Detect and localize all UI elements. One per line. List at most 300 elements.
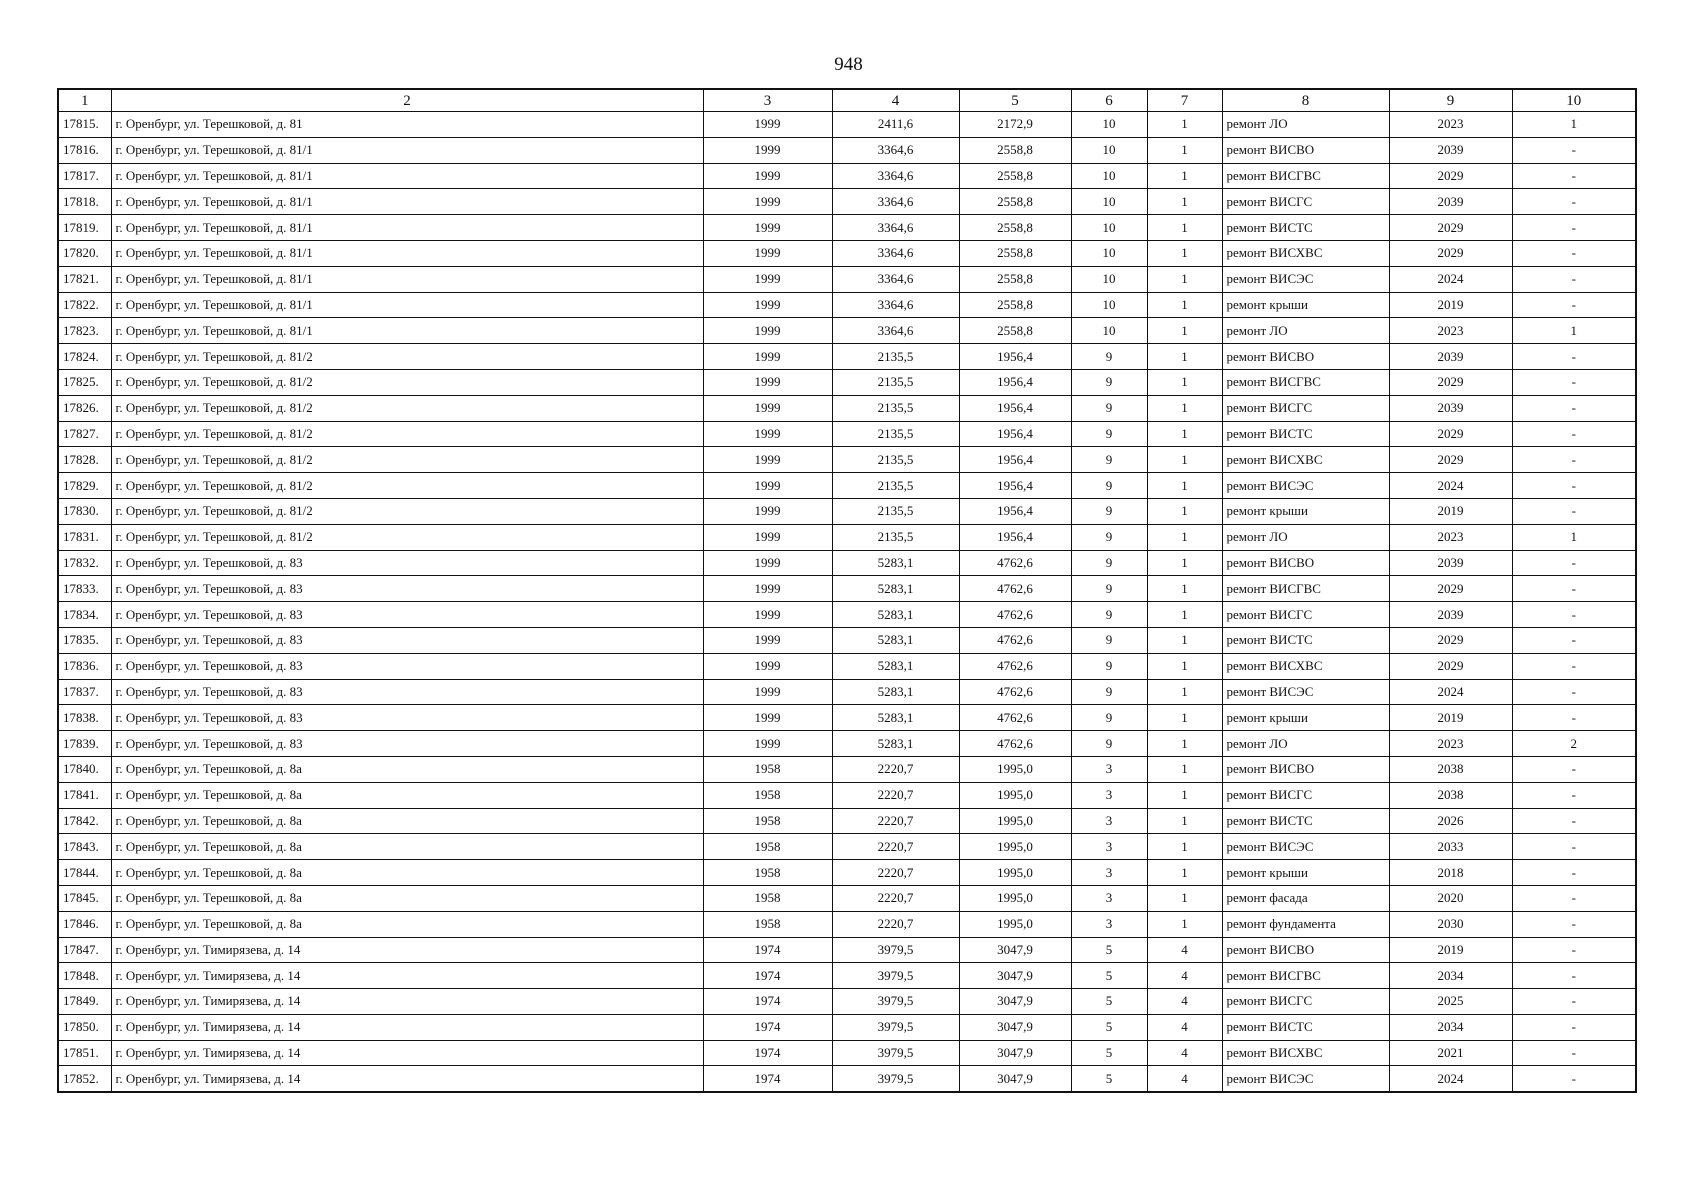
cell-living-area: 1995,0 bbox=[959, 834, 1071, 860]
cell-floors: 9 bbox=[1071, 653, 1147, 679]
cell-quantity: - bbox=[1512, 653, 1636, 679]
cell-floors: 9 bbox=[1071, 395, 1147, 421]
cell-row-number: 17852. bbox=[58, 1066, 111, 1092]
cell-floors: 10 bbox=[1071, 266, 1147, 292]
cell-floors: 9 bbox=[1071, 550, 1147, 576]
cell-floors: 9 bbox=[1071, 421, 1147, 447]
cell-quantity: - bbox=[1512, 679, 1636, 705]
cell-row-number: 17841. bbox=[58, 782, 111, 808]
header-row bbox=[58, 89, 1636, 112]
cell-work-type: ремонт ВИСГВС bbox=[1222, 369, 1389, 395]
cell-row-number: 17847. bbox=[58, 937, 111, 963]
cell-living-area: 1956,4 bbox=[959, 369, 1071, 395]
cell-planned-year: 2024 bbox=[1389, 473, 1512, 499]
cell-quantity: - bbox=[1512, 602, 1636, 628]
cell-work-type: ремонт ВИСВО bbox=[1222, 344, 1389, 370]
cell-planned-year: 2038 bbox=[1389, 782, 1512, 808]
cell-planned-year: 2020 bbox=[1389, 885, 1512, 911]
cell-living-area: 3047,9 bbox=[959, 937, 1071, 963]
cell-quantity: - bbox=[1512, 137, 1636, 163]
cell-row-number: 17837. bbox=[58, 679, 111, 705]
cell-row-number: 17821. bbox=[58, 266, 111, 292]
cell-row-number: 17838. bbox=[58, 705, 111, 731]
cell-total-area: 2220,7 bbox=[832, 885, 959, 911]
cell-total-area: 3979,5 bbox=[832, 1040, 959, 1066]
cell-total-area: 3364,6 bbox=[832, 266, 959, 292]
cell-total-area: 5283,1 bbox=[832, 602, 959, 628]
cell-living-area: 4762,6 bbox=[959, 705, 1071, 731]
cell-work-type: ремонт ВИСХВС bbox=[1222, 447, 1389, 473]
cell-total-area: 3979,5 bbox=[832, 989, 959, 1015]
cell-address: г. Оренбург, ул. Терешковой, д. 8а bbox=[111, 885, 703, 911]
cell-total-area: 3364,6 bbox=[832, 240, 959, 266]
cell-row-number: 17845. bbox=[58, 885, 111, 911]
table-row bbox=[58, 137, 1636, 163]
cell-work-type: ремонт ВИСГС bbox=[1222, 782, 1389, 808]
cell-floors: 5 bbox=[1071, 937, 1147, 963]
cell-row-number: 17846. bbox=[58, 911, 111, 937]
cell-total-area: 2135,5 bbox=[832, 369, 959, 395]
cell-entrances: 1 bbox=[1147, 421, 1222, 447]
cell-year-built: 1974 bbox=[703, 1014, 832, 1040]
cell-floors: 9 bbox=[1071, 447, 1147, 473]
table-row bbox=[58, 550, 1636, 576]
cell-quantity: - bbox=[1512, 911, 1636, 937]
cell-row-number: 17832. bbox=[58, 550, 111, 576]
cell-planned-year: 2034 bbox=[1389, 963, 1512, 989]
cell-floors: 10 bbox=[1071, 318, 1147, 344]
cell-row-number: 17849. bbox=[58, 989, 111, 1015]
cell-living-area: 2558,8 bbox=[959, 189, 1071, 215]
cell-row-number: 17834. bbox=[58, 602, 111, 628]
table-body bbox=[58, 112, 1636, 1093]
cell-total-area: 2220,7 bbox=[832, 756, 959, 782]
cell-living-area: 4762,6 bbox=[959, 679, 1071, 705]
cell-living-area: 1956,4 bbox=[959, 395, 1071, 421]
cell-planned-year: 2019 bbox=[1389, 705, 1512, 731]
cell-living-area: 3047,9 bbox=[959, 963, 1071, 989]
cell-quantity: - bbox=[1512, 963, 1636, 989]
cell-row-number: 17844. bbox=[58, 860, 111, 886]
cell-address: г. Оренбург, ул. Терешковой, д. 83 bbox=[111, 602, 703, 628]
cell-row-number: 17815. bbox=[58, 112, 111, 138]
cell-living-area: 2558,8 bbox=[959, 240, 1071, 266]
table-row bbox=[58, 447, 1636, 473]
cell-planned-year: 2019 bbox=[1389, 292, 1512, 318]
cell-work-type: ремонт ВИСТС bbox=[1222, 808, 1389, 834]
table-row bbox=[58, 163, 1636, 189]
cell-row-number: 17824. bbox=[58, 344, 111, 370]
cell-floors: 3 bbox=[1071, 860, 1147, 886]
cell-floors: 9 bbox=[1071, 473, 1147, 499]
cell-row-number: 17819. bbox=[58, 215, 111, 241]
cell-entrances: 1 bbox=[1147, 860, 1222, 886]
table-row bbox=[58, 473, 1636, 499]
cell-total-area: 2135,5 bbox=[832, 344, 959, 370]
cell-floors: 9 bbox=[1071, 705, 1147, 731]
cell-planned-year: 2019 bbox=[1389, 498, 1512, 524]
cell-work-type: ремонт ВИСГС bbox=[1222, 602, 1389, 628]
table-row bbox=[58, 498, 1636, 524]
cell-work-type: ремонт крыши bbox=[1222, 292, 1389, 318]
cell-quantity: 2 bbox=[1512, 731, 1636, 757]
column-header-8: 8 bbox=[1222, 89, 1389, 112]
cell-quantity: - bbox=[1512, 860, 1636, 886]
table-row bbox=[58, 318, 1636, 344]
cell-living-area: 1956,4 bbox=[959, 447, 1071, 473]
cell-planned-year: 2029 bbox=[1389, 421, 1512, 447]
cell-address: г. Оренбург, ул. Терешковой, д. 8а bbox=[111, 782, 703, 808]
cell-quantity: - bbox=[1512, 756, 1636, 782]
cell-work-type: ремонт ВИСЭС bbox=[1222, 266, 1389, 292]
table-row bbox=[58, 369, 1636, 395]
cell-row-number: 17839. bbox=[58, 731, 111, 757]
cell-total-area: 3979,5 bbox=[832, 937, 959, 963]
cell-work-type: ремонт ВИСВО bbox=[1222, 550, 1389, 576]
cell-entrances: 1 bbox=[1147, 240, 1222, 266]
cell-floors: 10 bbox=[1071, 112, 1147, 138]
cell-living-area: 3047,9 bbox=[959, 1066, 1071, 1092]
cell-planned-year: 2039 bbox=[1389, 137, 1512, 163]
cell-living-area: 1995,0 bbox=[959, 885, 1071, 911]
cell-total-area: 3979,5 bbox=[832, 1014, 959, 1040]
cell-year-built: 1974 bbox=[703, 1066, 832, 1092]
cell-quantity: - bbox=[1512, 189, 1636, 215]
cell-work-type: ремонт ВИСЭС bbox=[1222, 473, 1389, 499]
cell-address: г. Оренбург, ул. Терешковой, д. 83 bbox=[111, 705, 703, 731]
cell-row-number: 17820. bbox=[58, 240, 111, 266]
cell-year-built: 1999 bbox=[703, 447, 832, 473]
cell-planned-year: 2039 bbox=[1389, 602, 1512, 628]
table-row bbox=[58, 421, 1636, 447]
cell-quantity: - bbox=[1512, 1014, 1636, 1040]
cell-year-built: 1999 bbox=[703, 576, 832, 602]
cell-work-type: ремонт ВИСТС bbox=[1222, 421, 1389, 447]
cell-address: г. Оренбург, ул. Терешковой, д. 8а bbox=[111, 834, 703, 860]
cell-planned-year: 2026 bbox=[1389, 808, 1512, 834]
cell-year-built: 1974 bbox=[703, 937, 832, 963]
cell-total-area: 2135,5 bbox=[832, 395, 959, 421]
cell-entrances: 1 bbox=[1147, 447, 1222, 473]
cell-planned-year: 2039 bbox=[1389, 189, 1512, 215]
column-header-9: 9 bbox=[1389, 89, 1512, 112]
cell-entrances: 1 bbox=[1147, 911, 1222, 937]
cell-row-number: 17833. bbox=[58, 576, 111, 602]
cell-entrances: 1 bbox=[1147, 756, 1222, 782]
cell-quantity: - bbox=[1512, 550, 1636, 576]
column-header-3: 3 bbox=[703, 89, 832, 112]
cell-total-area: 5283,1 bbox=[832, 731, 959, 757]
table-row bbox=[58, 189, 1636, 215]
cell-total-area: 3979,5 bbox=[832, 963, 959, 989]
cell-work-type: ремонт ВИСГС bbox=[1222, 189, 1389, 215]
cell-planned-year: 2029 bbox=[1389, 653, 1512, 679]
cell-quantity: - bbox=[1512, 989, 1636, 1015]
cell-floors: 10 bbox=[1071, 215, 1147, 241]
cell-entrances: 1 bbox=[1147, 163, 1222, 189]
cell-entrances: 1 bbox=[1147, 653, 1222, 679]
table-row bbox=[58, 731, 1636, 757]
cell-address: г. Оренбург, ул. Терешковой, д. 83 bbox=[111, 627, 703, 653]
cell-address: г. Оренбург, ул. Терешковой, д. 81/2 bbox=[111, 524, 703, 550]
cell-floors: 9 bbox=[1071, 679, 1147, 705]
cell-floors: 9 bbox=[1071, 524, 1147, 550]
cell-quantity: - bbox=[1512, 498, 1636, 524]
column-header-2: 2 bbox=[111, 89, 703, 112]
cell-row-number: 17827. bbox=[58, 421, 111, 447]
cell-entrances: 1 bbox=[1147, 602, 1222, 628]
table-row bbox=[58, 266, 1636, 292]
cell-quantity: - bbox=[1512, 240, 1636, 266]
cell-floors: 9 bbox=[1071, 602, 1147, 628]
table-row bbox=[58, 112, 1636, 138]
cell-quantity: - bbox=[1512, 163, 1636, 189]
cell-row-number: 17823. bbox=[58, 318, 111, 344]
cell-floors: 9 bbox=[1071, 369, 1147, 395]
cell-work-type: ремонт ВИСХВС bbox=[1222, 1040, 1389, 1066]
cell-floors: 5 bbox=[1071, 1040, 1147, 1066]
table-row bbox=[58, 215, 1636, 241]
cell-total-area: 3364,6 bbox=[832, 137, 959, 163]
cell-entrances: 1 bbox=[1147, 885, 1222, 911]
cell-row-number: 17828. bbox=[58, 447, 111, 473]
cell-total-area: 2220,7 bbox=[832, 860, 959, 886]
cell-work-type: ремонт ВИСГС bbox=[1222, 395, 1389, 421]
cell-floors: 9 bbox=[1071, 576, 1147, 602]
cell-year-built: 1999 bbox=[703, 344, 832, 370]
cell-row-number: 17825. bbox=[58, 369, 111, 395]
cell-living-area: 4762,6 bbox=[959, 627, 1071, 653]
cell-floors: 5 bbox=[1071, 1066, 1147, 1092]
cell-entrances: 1 bbox=[1147, 318, 1222, 344]
cell-quantity: - bbox=[1512, 782, 1636, 808]
cell-living-area: 1995,0 bbox=[959, 782, 1071, 808]
cell-year-built: 1999 bbox=[703, 731, 832, 757]
cell-year-built: 1999 bbox=[703, 112, 832, 138]
cell-quantity: - bbox=[1512, 266, 1636, 292]
cell-total-area: 2135,5 bbox=[832, 524, 959, 550]
cell-work-type: ремонт крыши bbox=[1222, 498, 1389, 524]
cell-row-number: 17826. bbox=[58, 395, 111, 421]
cell-address: г. Оренбург, ул. Тимирязева, д. 14 bbox=[111, 963, 703, 989]
cell-address: г. Оренбург, ул. Терешковой, д. 81/2 bbox=[111, 421, 703, 447]
cell-planned-year: 2039 bbox=[1389, 344, 1512, 370]
cell-row-number: 17851. bbox=[58, 1040, 111, 1066]
cell-year-built: 1999 bbox=[703, 163, 832, 189]
cell-entrances: 1 bbox=[1147, 524, 1222, 550]
cell-entrances: 1 bbox=[1147, 679, 1222, 705]
column-header-1: 1 bbox=[58, 89, 111, 112]
cell-work-type: ремонт ВИСЭС bbox=[1222, 834, 1389, 860]
cell-year-built: 1958 bbox=[703, 860, 832, 886]
cell-address: г. Оренбург, ул. Терешковой, д. 81/1 bbox=[111, 137, 703, 163]
cell-address: г. Оренбург, ул. Терешковой, д. 81 bbox=[111, 112, 703, 138]
cell-living-area: 1956,4 bbox=[959, 421, 1071, 447]
cell-living-area: 1956,4 bbox=[959, 498, 1071, 524]
cell-work-type: ремонт ЛО bbox=[1222, 731, 1389, 757]
cell-quantity: 1 bbox=[1512, 524, 1636, 550]
table-row bbox=[58, 1040, 1636, 1066]
cell-quantity: - bbox=[1512, 1066, 1636, 1092]
cell-address: г. Оренбург, ул. Терешковой, д. 8а bbox=[111, 756, 703, 782]
cell-address: г. Оренбург, ул. Терешковой, д. 81/2 bbox=[111, 369, 703, 395]
cell-living-area: 2558,8 bbox=[959, 137, 1071, 163]
cell-living-area: 3047,9 bbox=[959, 989, 1071, 1015]
cell-floors: 5 bbox=[1071, 989, 1147, 1015]
cell-year-built: 1999 bbox=[703, 627, 832, 653]
cell-total-area: 2220,7 bbox=[832, 834, 959, 860]
cell-row-number: 17850. bbox=[58, 1014, 111, 1040]
cell-work-type: ремонт ВИСГС bbox=[1222, 989, 1389, 1015]
cell-work-type: ремонт ВИСВО bbox=[1222, 756, 1389, 782]
cell-living-area: 1995,0 bbox=[959, 860, 1071, 886]
cell-floors: 3 bbox=[1071, 834, 1147, 860]
cell-work-type: ремонт ЛО bbox=[1222, 524, 1389, 550]
cell-year-built: 1958 bbox=[703, 756, 832, 782]
cell-year-built: 1999 bbox=[703, 318, 832, 344]
cell-row-number: 17840. bbox=[58, 756, 111, 782]
cell-planned-year: 2034 bbox=[1389, 1014, 1512, 1040]
cell-quantity: - bbox=[1512, 421, 1636, 447]
cell-year-built: 1999 bbox=[703, 421, 832, 447]
cell-entrances: 1 bbox=[1147, 137, 1222, 163]
cell-total-area: 3364,6 bbox=[832, 163, 959, 189]
table-row bbox=[58, 885, 1636, 911]
cell-floors: 9 bbox=[1071, 344, 1147, 370]
cell-living-area: 3047,9 bbox=[959, 1014, 1071, 1040]
cell-work-type: ремонт ВИСВО bbox=[1222, 937, 1389, 963]
table-row bbox=[58, 576, 1636, 602]
cell-total-area: 5283,1 bbox=[832, 576, 959, 602]
cell-planned-year: 2024 bbox=[1389, 679, 1512, 705]
cell-work-type: ремонт ВИСГВС bbox=[1222, 963, 1389, 989]
table-row bbox=[58, 240, 1636, 266]
cell-planned-year: 2018 bbox=[1389, 860, 1512, 886]
cell-planned-year: 2029 bbox=[1389, 447, 1512, 473]
cell-living-area: 2558,8 bbox=[959, 266, 1071, 292]
cell-entrances: 1 bbox=[1147, 498, 1222, 524]
cell-total-area: 2220,7 bbox=[832, 911, 959, 937]
table-row bbox=[58, 602, 1636, 628]
cell-living-area: 2558,8 bbox=[959, 163, 1071, 189]
cell-work-type: ремонт ВИСВО bbox=[1222, 137, 1389, 163]
cell-work-type: ремонт крыши bbox=[1222, 705, 1389, 731]
cell-floors: 10 bbox=[1071, 240, 1147, 266]
cell-living-area: 2558,8 bbox=[959, 215, 1071, 241]
cell-address: г. Оренбург, ул. Терешковой, д. 81/2 bbox=[111, 395, 703, 421]
cell-floors: 3 bbox=[1071, 911, 1147, 937]
cell-living-area: 1956,4 bbox=[959, 473, 1071, 499]
cell-floors: 5 bbox=[1071, 1014, 1147, 1040]
cell-entrances: 1 bbox=[1147, 576, 1222, 602]
cell-year-built: 1958 bbox=[703, 834, 832, 860]
table-row bbox=[58, 937, 1636, 963]
cell-year-built: 1999 bbox=[703, 137, 832, 163]
column-header-7: 7 bbox=[1147, 89, 1222, 112]
cell-entrances: 1 bbox=[1147, 369, 1222, 395]
cell-quantity: - bbox=[1512, 834, 1636, 860]
cell-planned-year: 2029 bbox=[1389, 163, 1512, 189]
cell-entrances: 4 bbox=[1147, 1040, 1222, 1066]
cell-total-area: 5283,1 bbox=[832, 627, 959, 653]
cell-total-area: 5283,1 bbox=[832, 550, 959, 576]
cell-year-built: 1999 bbox=[703, 395, 832, 421]
cell-row-number: 17836. bbox=[58, 653, 111, 679]
table-row bbox=[58, 1014, 1636, 1040]
cell-living-area: 1995,0 bbox=[959, 808, 1071, 834]
cell-entrances: 1 bbox=[1147, 782, 1222, 808]
cell-row-number: 17829. bbox=[58, 473, 111, 499]
cell-quantity: - bbox=[1512, 627, 1636, 653]
cell-address: г. Оренбург, ул. Терешковой, д. 81/1 bbox=[111, 215, 703, 241]
cell-planned-year: 2023 bbox=[1389, 318, 1512, 344]
cell-entrances: 1 bbox=[1147, 292, 1222, 318]
cell-total-area: 3364,6 bbox=[832, 189, 959, 215]
table-row bbox=[58, 782, 1636, 808]
cell-entrances: 1 bbox=[1147, 705, 1222, 731]
cell-planned-year: 2033 bbox=[1389, 834, 1512, 860]
cell-total-area: 2411,6 bbox=[832, 112, 959, 138]
cell-year-built: 1999 bbox=[703, 602, 832, 628]
cell-entrances: 1 bbox=[1147, 627, 1222, 653]
table-row bbox=[58, 756, 1636, 782]
table-row bbox=[58, 524, 1636, 550]
cell-address: г. Оренбург, ул. Тимирязева, д. 14 bbox=[111, 1014, 703, 1040]
cell-address: г. Оренбург, ул. Терешковой, д. 8а bbox=[111, 808, 703, 834]
table-row bbox=[58, 963, 1636, 989]
cell-address: г. Оренбург, ул. Терешковой, д. 81/1 bbox=[111, 240, 703, 266]
cell-year-built: 1999 bbox=[703, 498, 832, 524]
cell-planned-year: 2029 bbox=[1389, 215, 1512, 241]
cell-year-built: 1999 bbox=[703, 705, 832, 731]
cell-address: г. Оренбург, ул. Терешковой, д. 81/1 bbox=[111, 318, 703, 344]
cell-address: г. Оренбург, ул. Тимирязева, д. 14 bbox=[111, 1040, 703, 1066]
cell-address: г. Оренбург, ул. Терешковой, д. 83 bbox=[111, 731, 703, 757]
cell-entrances: 1 bbox=[1147, 112, 1222, 138]
cell-row-number: 17835. bbox=[58, 627, 111, 653]
cell-year-built: 1974 bbox=[703, 989, 832, 1015]
cell-address: г. Оренбург, ул. Терешковой, д. 83 bbox=[111, 653, 703, 679]
table-row bbox=[58, 808, 1636, 834]
cell-address: г. Оренбург, ул. Терешковой, д. 81/1 bbox=[111, 266, 703, 292]
cell-total-area: 3364,6 bbox=[832, 215, 959, 241]
table-row bbox=[58, 860, 1636, 886]
cell-row-number: 17842. bbox=[58, 808, 111, 834]
cell-planned-year: 2039 bbox=[1389, 395, 1512, 421]
cell-quantity: 1 bbox=[1512, 112, 1636, 138]
cell-work-type: ремонт ВИСТС bbox=[1222, 215, 1389, 241]
cell-year-built: 1999 bbox=[703, 550, 832, 576]
cell-quantity: - bbox=[1512, 1040, 1636, 1066]
cell-year-built: 1974 bbox=[703, 1040, 832, 1066]
cell-floors: 3 bbox=[1071, 782, 1147, 808]
cell-address: г. Оренбург, ул. Тимирязева, д. 14 bbox=[111, 937, 703, 963]
cell-planned-year: 2021 bbox=[1389, 1040, 1512, 1066]
cell-floors: 10 bbox=[1071, 163, 1147, 189]
cell-address: г. Оренбург, ул. Терешковой, д. 81/1 bbox=[111, 189, 703, 215]
column-header-10: 10 bbox=[1512, 89, 1636, 112]
cell-planned-year: 2025 bbox=[1389, 989, 1512, 1015]
cell-year-built: 1999 bbox=[703, 292, 832, 318]
cell-floors: 3 bbox=[1071, 808, 1147, 834]
cell-total-area: 2135,5 bbox=[832, 447, 959, 473]
cell-living-area: 1995,0 bbox=[959, 756, 1071, 782]
cell-address: г. Оренбург, ул. Терешковой, д. 81/2 bbox=[111, 498, 703, 524]
cell-living-area: 3047,9 bbox=[959, 1040, 1071, 1066]
table-row bbox=[58, 292, 1636, 318]
cell-row-number: 17816. bbox=[58, 137, 111, 163]
table-row bbox=[58, 679, 1636, 705]
